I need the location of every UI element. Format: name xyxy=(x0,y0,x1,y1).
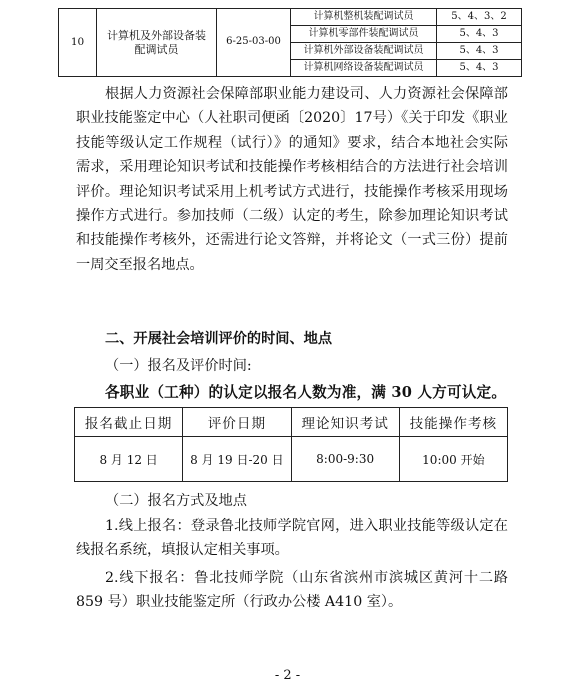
intro-paragraph: 根据人力资源社会保障部职业能力建设司、人力资源社会保障部职业技能鉴定中心（人社职司便函〔2020〕17号）《关于印发《职业技能等级认定工作规程（试行）》的通知》要求，结合本地社会实际需求，采用理论知识考试和技能操作考核相结合的方法进行社会培训评价。理论知识考试采用上机考试方式进行，技能操作考核采用现场操作方式进行。参加技师（二级）认定的考生，除参加理论知识考试和技能操作考核外，还需进行论文答辩，并将论文（一式三份）提前一周交至报名地点。 xyxy=(76,86,508,273)
occupation-index: 10 xyxy=(59,9,97,77)
table-header: 评价日期 xyxy=(183,408,291,437)
offline-registration-paragraph: 2.线下报名：鲁北技师学院（山东省滨州市滨城区黄河十二路 859 号）职业技能鉴定所（行政办公楼 A410 室）。 xyxy=(76,570,508,611)
sub-item-name: 计算机零部件装配调试员 xyxy=(291,26,437,43)
subsection-heading: （一）报名及评价时间: xyxy=(105,358,252,374)
table-cell: 8:00-9:30 xyxy=(291,437,399,482)
table-header: 理论知识考试 xyxy=(291,408,399,437)
notice-text: 各职业（工种）的认定以报名人数为准，满 30 人方可认定。 xyxy=(105,384,507,401)
occupation-code: 6-25-03-00 xyxy=(217,9,291,77)
sub-item-levels: 5、4、3 xyxy=(437,60,522,77)
table-header: 技能操作考核 xyxy=(399,408,507,437)
sub-item-name: 计算机整机装配调试员 xyxy=(291,9,437,26)
sub-item-name: 计算机外部设备装配调试员 xyxy=(291,43,437,60)
subsection-heading: （二）报名方式及地点 xyxy=(105,493,247,509)
table-cell: 10:00 开始 xyxy=(399,437,507,482)
sub-item-levels: 5、4、3 xyxy=(437,26,522,43)
table-cell: 8 月 19 日-20 日 xyxy=(183,437,291,482)
section-heading: 二、开展社会培训评价的时间、地点 xyxy=(105,331,333,347)
sub-item-levels: 5、4、3 xyxy=(437,43,522,60)
page-number: - 2 - xyxy=(274,668,301,683)
sub-item-name: 计算机网络设备装配调试员 xyxy=(291,60,437,77)
table-header: 报名截止日期 xyxy=(75,408,183,437)
table-cell: 8 月 12 日 xyxy=(75,437,183,482)
occupation-table xyxy=(58,8,522,77)
occupation-name: 计算机及外部设备装配调试员 xyxy=(97,9,217,77)
sub-item-levels: 5、4、3、2 xyxy=(437,9,522,26)
schedule-table xyxy=(74,407,508,482)
online-registration-paragraph: 1.线上报名：登录鲁北技师学院官网，进入职业技能等级认定在线报名系统，填报认定相关事项。 xyxy=(76,518,508,559)
